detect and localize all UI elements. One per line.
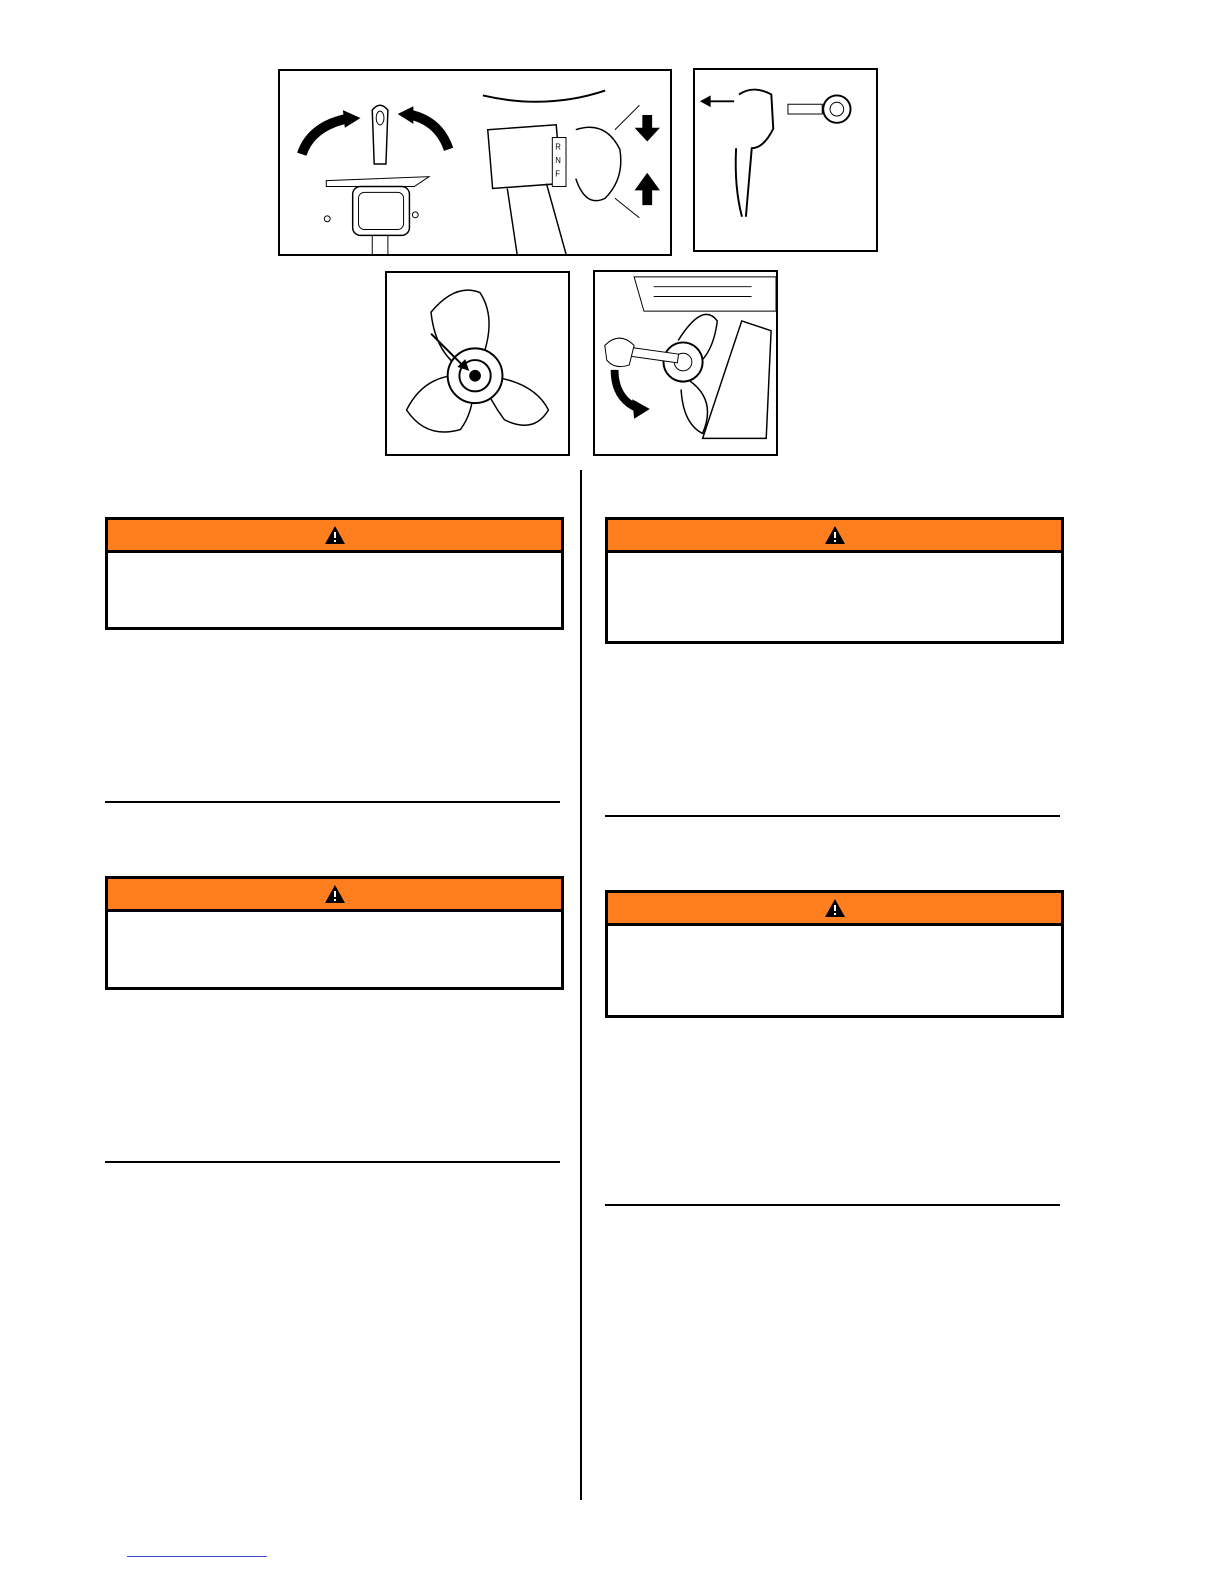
warning-header (608, 893, 1061, 926)
section-rule (605, 815, 1060, 817)
warning-box-1 (105, 517, 564, 630)
warning-box-2 (105, 876, 564, 990)
footer-link[interactable] (127, 1556, 267, 1557)
spark-plug-illustration (695, 70, 876, 250)
warning-header (108, 520, 561, 553)
section-rule (105, 801, 560, 803)
figure-propeller-removal (593, 270, 778, 456)
shift-label-r: R (555, 142, 561, 152)
warning-triangle-icon (824, 898, 846, 918)
warning-header (108, 879, 561, 912)
shift-label-n: N (555, 155, 561, 165)
propeller-illustration (387, 273, 568, 454)
warning-text (108, 553, 561, 569)
shift-label-f: F (555, 169, 561, 179)
warning-text (608, 926, 1061, 942)
warning-triangle-icon (324, 884, 346, 904)
warning-text (108, 912, 561, 928)
figure-propeller (385, 271, 570, 456)
curved-arrow-right-icon (407, 114, 448, 149)
propeller-removal-illustration (595, 272, 776, 454)
figure-spark-plug (693, 68, 878, 252)
arrow-up-icon (635, 173, 660, 205)
curved-arrow-left-icon (302, 118, 351, 154)
warning-triangle-icon (324, 525, 346, 545)
warning-triangle-icon (824, 525, 846, 545)
warning-header (608, 520, 1061, 553)
column-divider (580, 470, 582, 1500)
figure-shift-lever (278, 69, 672, 256)
arrow-left-icon (700, 95, 711, 107)
section-rule (605, 1204, 1060, 1206)
arrow-down-icon (635, 115, 660, 141)
warning-box-4 (605, 890, 1064, 1018)
warning-text (608, 553, 1061, 569)
shift-lever-illustration (280, 71, 670, 254)
warning-box-3 (605, 517, 1064, 644)
section-rule (105, 1161, 560, 1163)
